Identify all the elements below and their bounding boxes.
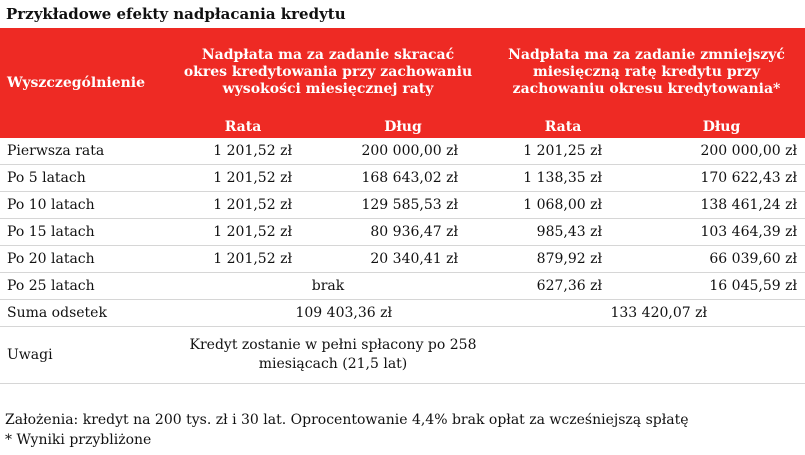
cell-rata-2: 985,43 zł <box>488 219 638 246</box>
sum-row <box>0 300 805 327</box>
cell-dlug-2: 138 461,24 zł <box>638 192 805 219</box>
cell-dlug-1: 168 643,02 zł <box>318 165 488 192</box>
cell-rata-2: 1 201,25 zł <box>488 138 638 165</box>
cell-rata-1: 1 201,52 zł <box>168 165 318 192</box>
header-row-label: Wyszczególnienie <box>0 28 168 138</box>
cell-rata-1: 1 201,52 zł <box>168 219 318 246</box>
row-label: Po 15 latach <box>0 219 168 246</box>
row-label: Uwagi <box>0 327 168 384</box>
row-label: Pierwsza rata <box>0 138 168 165</box>
table-row <box>0 192 805 219</box>
footer <box>5 410 689 450</box>
row-label: Po 25 latach <box>0 273 168 300</box>
header-group-shorten: Nadpłata ma za zadanie skracać okres kredytowania przy zachowaniu wysokości miesięcznej raty <box>168 28 488 116</box>
cell-rata-2: 627,36 zł <box>488 273 638 300</box>
cell-dlug-2: 66 039,60 zł <box>638 246 805 273</box>
cell-rata-2: 1 138,35 zł <box>488 165 638 192</box>
cell-dlug-2: 103 464,39 zł <box>638 219 805 246</box>
header-group-reduce: Nadpłata ma za zadanie zmniejszyć miesięczną ratę kredytu przy zachowaniu okresu kredytowania* <box>488 28 805 116</box>
table-row <box>0 246 805 273</box>
table-row <box>0 138 805 165</box>
row-label: Suma odsetek <box>0 300 168 327</box>
notes-row <box>0 327 805 384</box>
cell-rata-2: 879,92 zł <box>488 246 638 273</box>
cell-dlug-2: 200 000,00 zł <box>638 138 805 165</box>
cell-dlug-2: 16 045,59 zł <box>638 273 805 300</box>
table-row <box>0 165 805 192</box>
cell-dlug-1: 129 585,53 zł <box>318 192 488 219</box>
sum-interest-2: 133 420,07 zł <box>488 300 805 327</box>
cell-dlug-1: 200 000,00 zł <box>318 138 488 165</box>
page-title: Przykładowe efekty nadpłacania kredytu <box>6 5 346 23</box>
header-dlug-1: Dług <box>318 116 488 138</box>
table-row <box>0 273 805 300</box>
cell-rata-2: 1 068,00 zł <box>488 192 638 219</box>
header-dlug-2: Dług <box>638 116 805 138</box>
notes-text: Kredyt zostanie w pełni spłacony po 258 miesiącach (21,5 lat) <box>168 327 488 384</box>
table-row <box>0 219 805 246</box>
cell-rata-1: 1 201,52 zł <box>168 192 318 219</box>
header-rata-1: Rata <box>168 116 318 138</box>
row-label: Po 20 latach <box>0 246 168 273</box>
cell-rata-1: 1 201,52 zł <box>168 246 318 273</box>
row-label: Po 5 latach <box>0 165 168 192</box>
footnote: * Wyniki przybliżone <box>5 432 152 448</box>
sum-interest-1: 109 403,36 zł <box>168 300 488 327</box>
cell-brak: brak <box>168 273 488 300</box>
cell-rata-1: 1 201,52 zł <box>168 138 318 165</box>
row-label: Po 10 latach <box>0 192 168 219</box>
assumptions-text: Założenia: kredyt na 200 tys. zł i 30 lat. Oprocentowanie 4,4% brak opłat za wcześniejszą spłatę <box>5 412 689 428</box>
header-rata-2: Rata <box>488 116 638 138</box>
notes-empty <box>488 327 805 384</box>
cell-dlug-1: 80 936,47 zł <box>318 219 488 246</box>
cell-dlug-1: 20 340,41 zł <box>318 246 488 273</box>
cell-dlug-2: 170 622,43 zł <box>638 165 805 192</box>
data-table <box>0 28 805 384</box>
